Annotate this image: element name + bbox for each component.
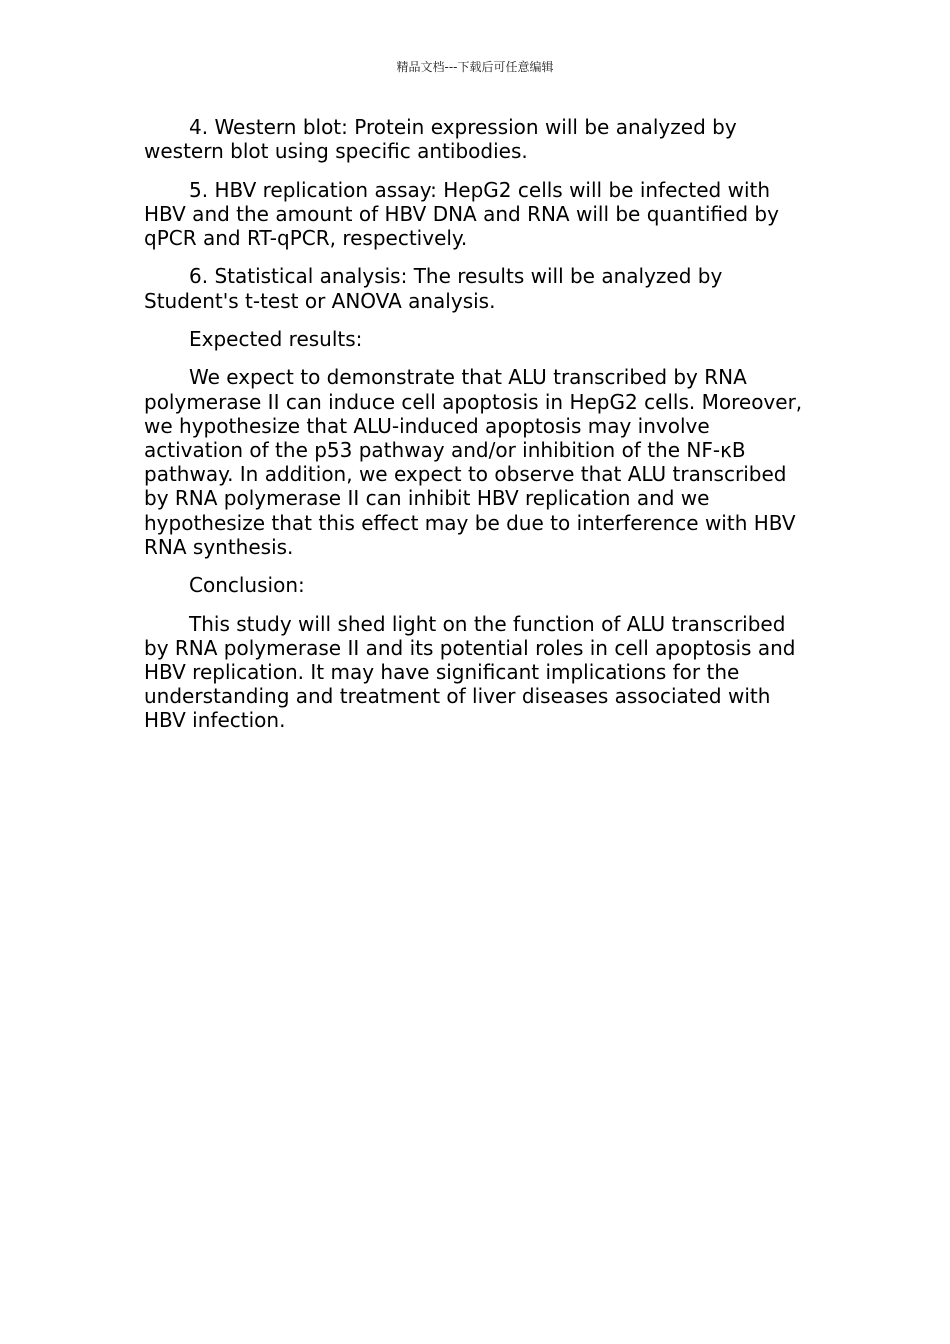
paragraph-expected-results: We expect to demonstrate that ALU transcribed by RNA polymerase II can induce cell apoptosis in HepG2 cells. Moreover, we hypothesize that ALU-induced apoptosis may involve activation of the p53 pathway and/or inhibition of the NF-κB pathway. In addition, we expect to observe that ALU transcribed by RNA polymerase II can inhibit HBV replication and we hypothesize that this effect may be due to interference with HBV RNA synthesis. [144,365,803,559]
document-body [144,115,814,747]
paragraph-statistical-analysis: 6. Statistical analysis: The results will be analyzed by Student's t-test or ANOVA analysis. [144,264,723,313]
paragraph-hbv-replication-assay: 5. HBV replication assay: HepG2 cells will be infected with HBV and the amount of HBV DNA and RNA will be quantified by qPCR and RT-qPCR, respectively. [144,177,779,250]
heading-expected-results: Expected results: [189,326,363,351]
paragraph-western-blot: 4. Western blot: Protein expression will be analyzed by western blot using specific antibodies. [144,115,737,164]
paragraph-conclusion: This study will shed light on the function of ALU transcribed by RNA polymerase II and its potential roles in cell apoptosis and HBV replication. It may have significant implications for the understanding and treatment of liver diseases associated with HBV infection. [144,611,796,733]
header-note: 精品文档---下载后可任意编辑 [396,60,554,74]
heading-conclusion: Conclusion: [189,573,305,598]
